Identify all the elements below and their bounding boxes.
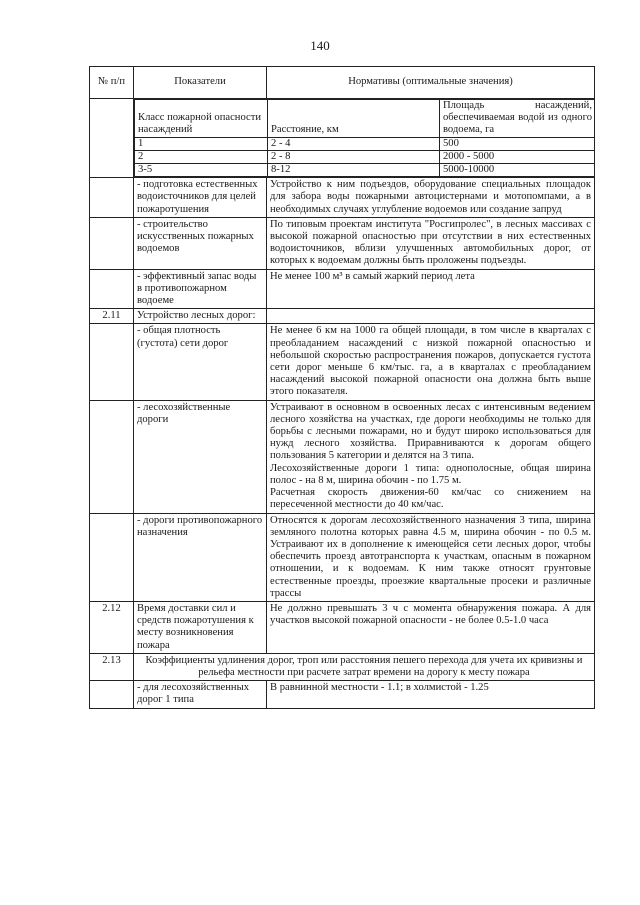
fire-class-cell <box>134 99 595 178</box>
row-num <box>90 269 134 309</box>
row-norm: Относятся к дорогам лесохозяйственного назначения 3 типа, ширина земляного полотна которых равна 4.5 м, ширина обочин - по 0.5 м. Устраивают их в дополнение к имеющейся сети лесных дорог, чтобы обеспечить проезд автотранспорта к участкам, опасным в пожарном отношении, и к водоемам. К ним также относят грунтовые естественные проезды, проезжие квартальные просеки и различные трассы <box>267 513 595 601</box>
row-num <box>90 681 134 708</box>
row-norm <box>267 309 595 324</box>
table-row <box>90 178 595 218</box>
fire-class-label: Класс пожарной опасности насаждений <box>135 100 268 138</box>
area-value: 5000-10000 <box>440 164 595 177</box>
row-indicator: Устройство лесных дорог: <box>134 309 267 324</box>
area-value: 2000 - 5000 <box>440 150 595 163</box>
row-num: 2.12 <box>90 601 134 653</box>
distance-value: 8-12 <box>268 164 440 177</box>
table-row <box>135 137 595 150</box>
row-indicator: - лесохозяйственные дороги <box>134 400 267 513</box>
row-norm: Не менее 6 км на 1000 га общей площади, в том числе в кварталах с преобладанием насаждений с низкой пожарной опасностью и небольшой скоростью распространения пожаров, допускается густота сети дорог меньше 6 км/тыс. га, а в кварталах с преобладанием насаждений высокой пожарной опасности она должна быть выше этого показателя. <box>267 324 595 400</box>
table-row <box>90 309 595 324</box>
row-norm: В равнинной местности - 1.1; в холмистой - 1.25 <box>267 681 595 708</box>
table-row <box>90 601 595 653</box>
norm-paragraph: Расчетная скорость движения-60 км/час со снижением на пересеченной местности до 40 км/час. <box>270 487 591 511</box>
row-indicator: - подготовка естественных водоисточников для целей пожаротушения <box>134 178 267 218</box>
table-row <box>90 217 595 269</box>
class-value: 3-5 <box>135 164 268 177</box>
norm-paragraph: Устраивают в основном в освоенных лесах с интенсивным ведением лесного хозяйства на участках, где дороги необходимы не только для борьбы с лесными пожарами, но и будут широко использоваться для нужд лесного хозяйства. Приравниваются к дорогам общего пользования 5 категории и делятся на 3 типа. <box>270 401 591 462</box>
row-indicator: Время доставки сил и средств пожаротушения к месту возникновения пожара <box>134 601 267 653</box>
header-indicator: Показатели <box>134 67 267 99</box>
table-header-row <box>90 67 595 99</box>
row-norm: По типовым проектам института "Росгипролес", в лесных массивах с высокой пожарной опасностью при отсутствии в них естественных водоисточников, вблизи улучшенных автомобильных дорог, от которых к водоемам должны быть проложены подъезды. <box>267 217 595 269</box>
row-num <box>90 324 134 400</box>
table-row <box>90 513 595 601</box>
page-number: 140 <box>310 38 330 53</box>
row-num: 2.13 <box>90 653 134 680</box>
distance-value: 2 - 8 <box>268 150 440 163</box>
fire-class-row <box>90 99 595 178</box>
norm-paragraph: Лесохозяйственные дороги 1 типа: однополосные, общая ширина полос - на 8 м, ширина обочин - по 1.75 м. <box>270 462 591 486</box>
row-norm: Не должно превышать 3 ч с момента обнаружения пожара. А для участков высокой пожарной опасности - не более 0.5-1.0 часа <box>267 601 595 653</box>
row-num: 2.11 <box>90 309 134 324</box>
distance-header: Расстояние, км <box>268 100 440 138</box>
row-indicator: - для лесохозяйственных дорог 1 типа <box>134 681 267 708</box>
norms-table <box>89 66 595 709</box>
table-row <box>135 150 595 163</box>
table-row <box>90 269 595 309</box>
row-norm: Не менее 100 м³ в самый жаркий период лета <box>267 269 595 309</box>
table-row <box>90 324 595 400</box>
row-num <box>90 178 134 218</box>
fire-class-table <box>134 99 595 177</box>
table-row <box>90 681 595 708</box>
row-num <box>90 217 134 269</box>
table-row <box>90 400 595 513</box>
area-header: Площадь насаждений, обеспечиваемая водой из одного водоема, га <box>440 100 595 138</box>
table-row <box>135 164 595 177</box>
distance-value: 2 - 4 <box>268 137 440 150</box>
row-num <box>90 513 134 601</box>
table-row <box>90 653 595 680</box>
row-indicator: - строительство искусственных пожарных водоемов <box>134 217 267 269</box>
class-value: 1 <box>135 137 268 150</box>
row-indicator: - общая плотность (густота) сети дорог <box>134 324 267 400</box>
row-norm <box>267 400 595 513</box>
header-num: № п/п <box>90 67 134 99</box>
cell-num <box>90 99 134 178</box>
area-value: 500 <box>440 137 595 150</box>
row-span-text: Коэффициенты удлинения дорог, троп или расстояния пешего перехода для учета их кривизны и рельефа местности при расчете затрат времени на дорогу к месту пожара <box>134 653 595 680</box>
class-value: 2 <box>135 150 268 163</box>
header-norm: Нормативы (оптимальные значения) <box>267 67 595 99</box>
fire-class-header <box>135 100 595 138</box>
row-indicator: - дороги противопожарного назначения <box>134 513 267 601</box>
row-norm: Устройство к ним подъездов, оборудование специальных площадок для забора воды пожарными автоцистернами и мотопомпами, а в необходимых случаях углубление водоемов или создание запруд <box>267 178 595 218</box>
row-indicator: - эффективный запас воды в противопожарном водоеме <box>134 269 267 309</box>
row-num <box>90 400 134 513</box>
